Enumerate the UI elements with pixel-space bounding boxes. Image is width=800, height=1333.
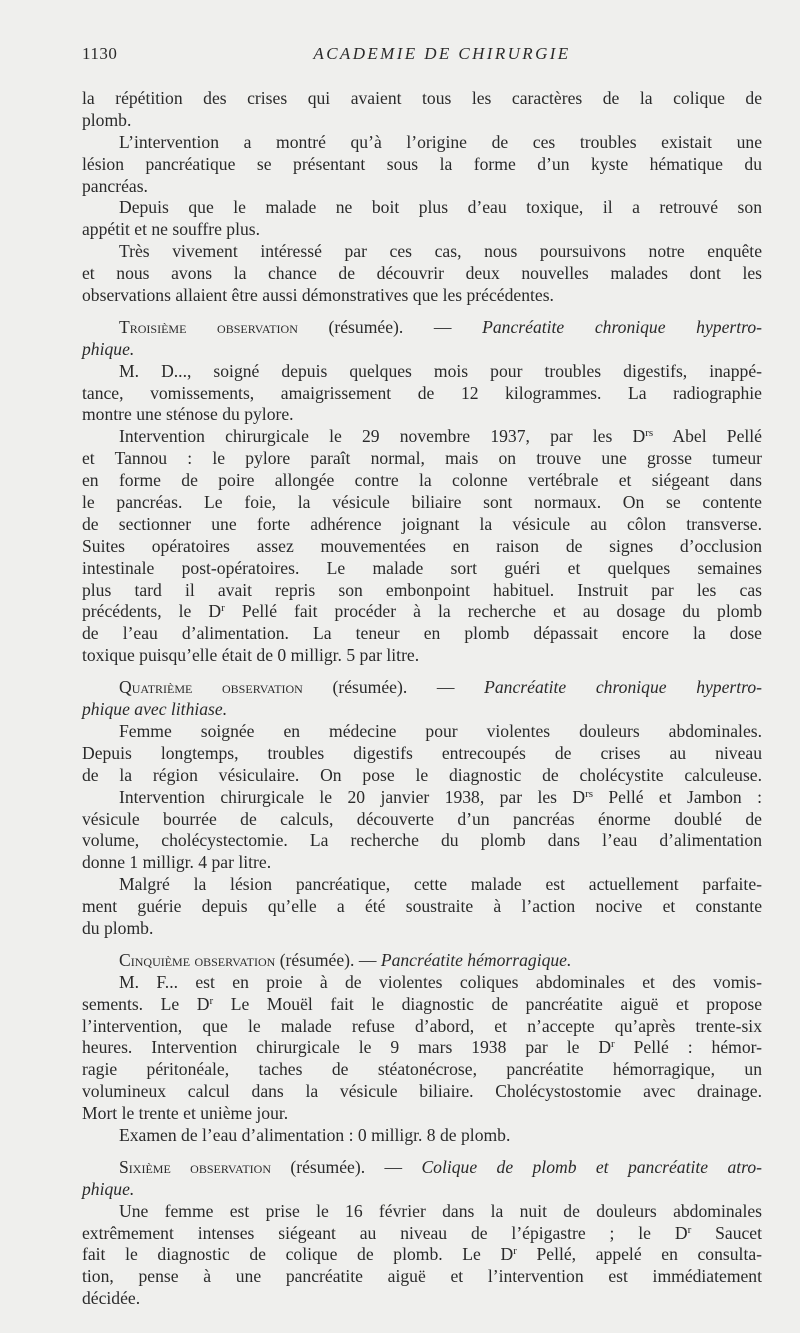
text-line xyxy=(82,601,762,623)
text-line: lésion pancréatique se présentant sous la forme d’un kyste hématique du xyxy=(82,153,762,174)
text-line: M. D..., soigné depuis quelques mois pour troubles digestifs, inappé- xyxy=(119,360,762,381)
superscript: r xyxy=(513,1245,517,1258)
text-line: vésicule bourrée de calculs, découverte d’un pancréas énorme doublé de xyxy=(82,808,762,829)
observation-title: Pancréatite chronique hypertro- xyxy=(484,677,762,698)
text-segment: précédents, le D xyxy=(82,601,222,622)
text-line: tance, vomissements, amaigrissement de 12 kilogrammes. La radiographie xyxy=(82,382,762,403)
page-header xyxy=(82,44,762,70)
text-line: Une femme est prise le 16 février dans la nuit de douleurs abdominales xyxy=(119,1200,762,1221)
text-segment: Pellé fait procéder à la recherche et au dosage du plomb xyxy=(224,601,762,622)
text-line: pancréas. xyxy=(82,175,148,196)
text-line: du plomb. xyxy=(82,917,154,938)
text-segment: Le Mouël fait le diagnostic de pancréatite aiguë et propose xyxy=(213,993,763,1014)
superscript: r xyxy=(687,1223,692,1236)
text-line: et nous avons la chance de découvrir deux nouvelles malades dont les xyxy=(82,263,762,284)
text-line: Malgré la lésion pancréatique, cette malade est actuellement parfaite- xyxy=(119,874,762,895)
text-line: décidée. xyxy=(82,1288,141,1309)
text-line: donne 1 milligr. 4 par litre. xyxy=(82,852,272,873)
observation-note: (résumée). — xyxy=(302,677,485,698)
text-line: plus tard il avait repris son embonpoint habituel. Instruit par les cas xyxy=(82,579,762,600)
text-line: et Tannou : le pylore paraît normal, mais on trouve une grosse tumeur xyxy=(82,448,762,469)
superscript: rs xyxy=(645,427,654,440)
text-line: ragie péritonéale, taches de stéatonécrose, pancréatite hémorragique, un xyxy=(82,1059,762,1080)
text-line: plomb. xyxy=(82,109,132,130)
text-line: observations allaient être aussi démonstratives que les précédentes. xyxy=(82,285,554,306)
text-line: le pancréas. Le foie, la vésicule biliaire sont normaux. On se contente xyxy=(82,492,762,513)
text-line: de l’eau d’alimentation. La teneur en plomb dépassait encore la dose xyxy=(82,623,762,644)
observation-title-cont: phique avec lithiase. xyxy=(82,699,228,720)
text-line xyxy=(82,1244,762,1266)
superscript: r xyxy=(221,602,225,615)
text-segment: heures. Intervention chirurgicale le 9 mars 1938 par le D xyxy=(82,1037,612,1058)
observation-note: (résumée). — xyxy=(297,316,483,337)
text-line: Mort le trente et unième jour. xyxy=(82,1103,289,1124)
text-line: volume, cholécystectomie. La recherche du plomb dans l’eau d’alimentation xyxy=(82,830,762,851)
observation-note: (résumée). — xyxy=(275,949,381,970)
observation-heading xyxy=(82,317,762,339)
text-line: Suites opératoires assez mouvementées en raison de signes d’occlusion xyxy=(82,535,762,556)
observation-label: Cinquième observation xyxy=(119,949,276,970)
text-segment: Intervention chirurgicale le 20 janvier 1938, par les D xyxy=(119,786,586,807)
observation-title: Pancréatite hémorragique. xyxy=(380,949,572,970)
text-segment: Abel Pellé xyxy=(653,426,762,447)
text-segment: Saucet xyxy=(691,1222,762,1243)
text-line: L’intervention a montré qu’à l’origine de ces troubles existait une xyxy=(119,131,762,152)
running-head: ACADEMIE DE CHIRURGIE xyxy=(313,44,571,63)
text-line: intestinale post-opératoires. Le malade sort guéri et quelques semaines xyxy=(82,557,762,578)
observation-heading xyxy=(82,1157,762,1179)
text-segment: sements. Le D xyxy=(82,993,210,1014)
text-segment: Intervention chirurgicale le 29 novembre 1937, par les D xyxy=(119,426,646,447)
observation-title: Pancréatite chronique hypertro- xyxy=(482,316,762,337)
text-line: Depuis que le malade ne boit plus d’eau toxique, il a retrouvé son xyxy=(119,197,762,218)
text-segment: extrêmement intenses siégeant au niveau de l’épigastre ; le D xyxy=(82,1222,688,1243)
observation-label: Sixième observation xyxy=(119,1156,271,1177)
text-line: volumineux calcul dans la vésicule biliaire. Cholécystostomie avec drainage. xyxy=(82,1081,762,1102)
text-line xyxy=(82,426,762,448)
superscript: rs xyxy=(585,787,594,800)
text-line: Femme soignée en médecine pour violentes douleurs abdominales. xyxy=(119,720,762,741)
observation-title: Colique de plomb et pancréatite atro- xyxy=(421,1156,762,1177)
observation-heading xyxy=(82,950,762,972)
text-segment: Pellé et Jambon : xyxy=(593,786,762,807)
text-line: en forme de poire allongée contre la colonne vertébrale et siégeant dans xyxy=(82,470,762,491)
observation-heading xyxy=(82,677,762,699)
text-line: appétit et ne souffre plus. xyxy=(82,219,261,240)
text-line: M. F... est en proie à de violentes coliques abdominales et des vomis- xyxy=(119,971,762,992)
observation-title-cont: phique. xyxy=(82,338,135,359)
text-segment: Pellé : hémor- xyxy=(614,1037,763,1058)
observation-label: Troisième observation xyxy=(119,316,298,337)
text-line: toxique puisqu’elle était de 0 milligr. 5 par litre. xyxy=(82,645,420,666)
page-number: 1130 xyxy=(82,44,118,63)
text-segment: fait le diagnostic de colique de plomb. Le D xyxy=(82,1244,514,1265)
text-line: montre une sténose du pylore. xyxy=(82,404,294,425)
superscript: r xyxy=(209,994,214,1007)
observation-note: (résumée). — xyxy=(270,1156,422,1177)
text-line: Depuis longtemps, troubles digestifs entrecoupés de crises au niveau xyxy=(82,742,762,763)
text-line: de la région vésiculaire. On pose le diagnostic de cholécystite calculeuse. xyxy=(82,764,762,785)
text-line xyxy=(82,1223,762,1245)
text-line: de sectionner une forte adhérence joignant la vésicule au côlon transverse. xyxy=(82,513,762,534)
observation-title-cont: phique. xyxy=(82,1178,135,1199)
observation-label: Quatrième observation xyxy=(119,677,303,698)
text-line xyxy=(82,787,762,809)
body-text xyxy=(82,88,762,1310)
text-line xyxy=(82,1037,762,1059)
text-line: tion, pense à une pancréatite aiguë et l’intervention est immédiatement xyxy=(82,1266,762,1287)
text-line: ment guérie depuis qu’elle a été soustraite à l’action nocive et constante xyxy=(82,896,762,917)
superscript: r xyxy=(611,1038,615,1051)
text-line: l’intervention, que le malade refuse d’abord, et n’accepte qu’après trente-six xyxy=(82,1015,762,1036)
text-line: la répétition des crises qui avaient tous les caractères de la colique de xyxy=(82,88,762,108)
text-line: Examen de l’eau d’alimentation : 0 milligr. 8 de plomb. xyxy=(119,1124,511,1145)
text-line: Très vivement intéressé par ces cas, nous poursuivons notre enquête xyxy=(119,241,762,262)
text-segment: Pellé, appelé en consulta- xyxy=(516,1244,762,1265)
text-line xyxy=(82,994,762,1016)
